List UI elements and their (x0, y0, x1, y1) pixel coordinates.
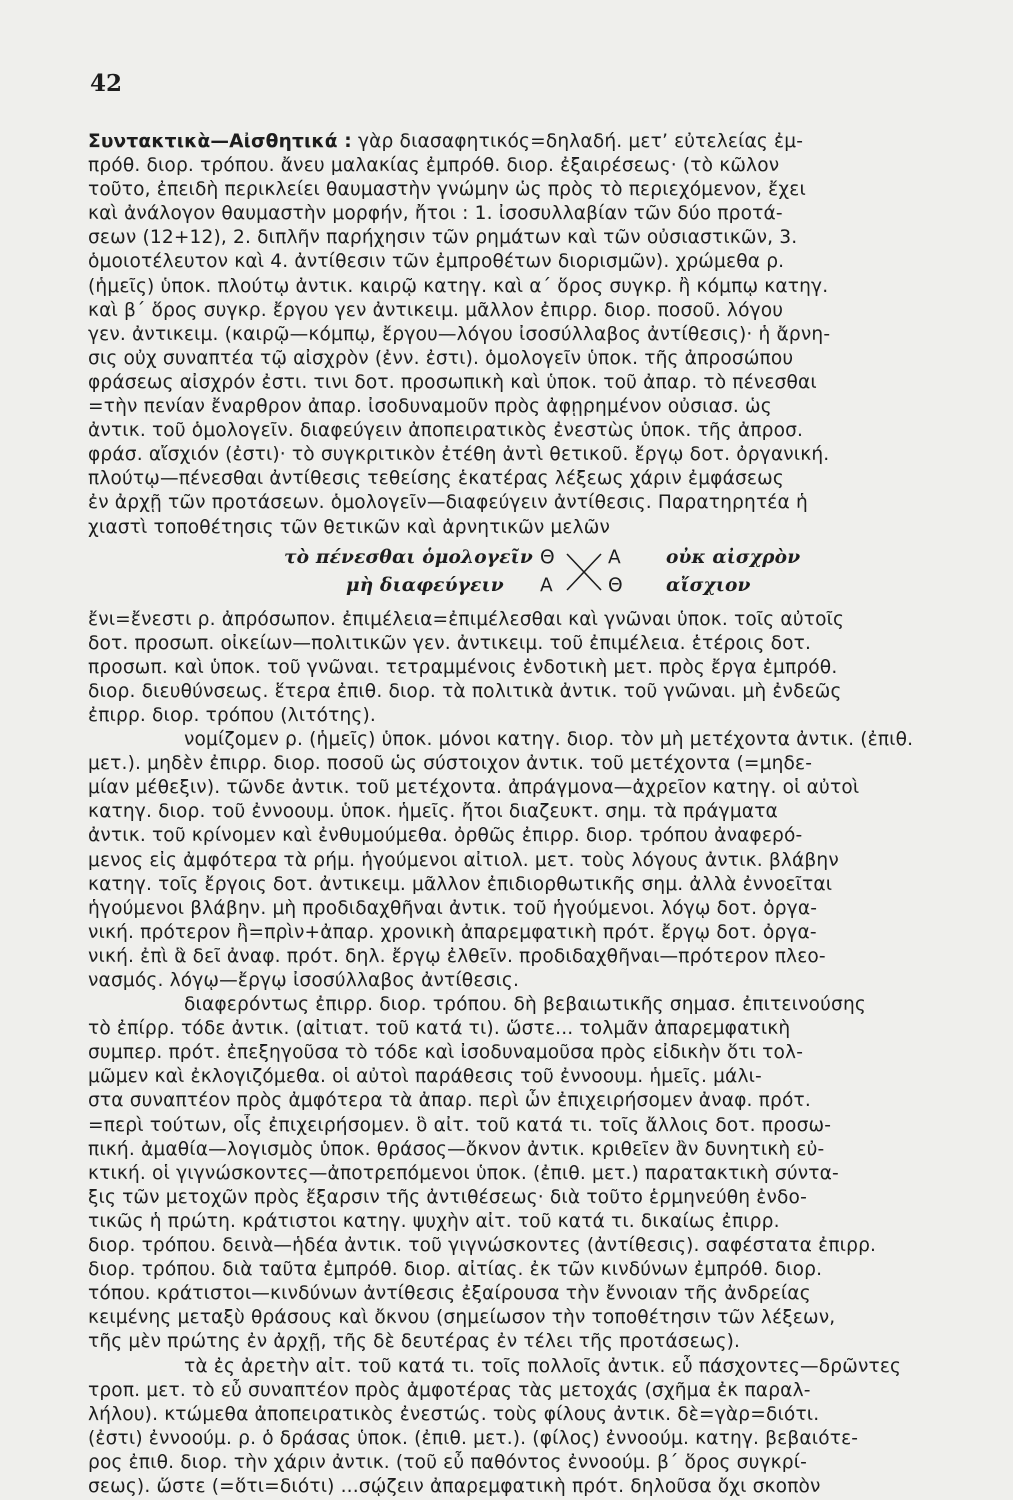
text-line: χιαστὶ τοποθέτησις τῶν θετικῶν καὶ ἀρνητικῶν μελῶν (88, 516, 611, 538)
text-line: στα συναπτέον πρὸς ἀμφότερα τὰ ἀπαρ. περὶ ὧν ἐπιχειρήσομεν ἀναφ. πρότ. (88, 1090, 811, 1112)
text-line: κατηγ. διορ. τοῦ ἐννοουμ. ὑποκ. ἡμεῖς. ἤτοι διαζευκτ. σημ. τὰ πράγματα (88, 801, 778, 823)
text-line: νομίζομεν ρ. (ἡμεῖς) ὑποκ. μόνοι κατηγ. διορ. τὸν μὴ μετέχοντα ἀντικ. (ἐπιθ. (184, 729, 914, 751)
text-line: καὶ β΄ ὅρος συγκρ. ἔργου γεν ἀντικειμ. μᾶλλον ἐπιρρ. διορ. ποσοῦ. λόγου (88, 299, 784, 321)
text-line: νική. πρότερον ἢ=πρὶν+ἀπαρ. χρονικὴ ἀπαρεμφατικὴ πρότ. ἔργῳ δοτ. ὀργα- (88, 921, 817, 943)
text-line: μετ.). μηδὲν ἐπιρρ. διορ. ποσοῦ ὡς σύστοιχον ἀντικ. τοῦ μετέχοντα (=μηδε- (88, 753, 813, 775)
text-line: ξις τῶν μετοχῶν πρὸς ἔξαρσιν τῆς ἀντιθέσεως· διὰ τοῦτο ἑρμηνεύθη ἐνδο- (88, 1186, 807, 1208)
text-line: γεν. ἀντικειμ. (καιρῷ—κόμπῳ, ἔργου—λόγου ἰσοσύλλαβος ἀντίθεσις)· ἡ ἄρνη- (88, 323, 831, 345)
text-line: τὰ ἐς ἀρετὴν αἰτ. τοῦ κατά τι. τοῖς πολλοῖς ἀντικ. εὖ πάσχοντες—δρῶντες (184, 1355, 902, 1377)
text-line-content: γὰρ διασαφητικός=δηλαδή. μετ’ εὐτελείας ἐμ- (357, 131, 804, 152)
text-line: καὶ ἀνάλογον θαυμαστὴν μορφήν, ἤτοι : 1. ἰσοσυλλαβίαν τῶν δύο προτά- (88, 203, 783, 225)
text-line: διορ. τρόπου. δεινὰ—ἡδέα ἀντικ. τοῦ γιγνώσκοντες (ἀντίθεσις). σαφέστατα ἐπιρρ. (88, 1235, 877, 1257)
text-line: φράσεως αἰσχρόν ἐστι. τινι δοτ. προσωπικὴ καὶ ὑποκ. τοῦ ἀπαρ. τὸ πένεσθαι (88, 371, 817, 393)
text-line: πλούτῳ—πένεσθαι ἀντίθεσις τεθείσης ἑκατέρας λέξεως χάριν ἐμφάσεως (88, 468, 784, 490)
text-line: ρος ἐπιθ. διορ. τὴν χάριν ἀντικ. (τοῦ εὖ παθόντος ἐννοούμ. β΄ ὅρος συγκρί- (88, 1451, 808, 1473)
section-heading: Συντακτικὰ—Αἰσθητικά : (88, 131, 352, 152)
text-line (88, 130, 970, 154)
text-line: κειμένης μεταξὺ θράσους καὶ ὄκνου (σημείωσον τὴν τοποθέτησιν τῶν λέξεων, (88, 1307, 836, 1329)
chiasmus-cross-placeholder (652, 548, 653, 549)
text-line: τοῦτο, ἐπειδὴ περικλείει θαυμαστὴν γνώμην ὡς πρὸς τὸ περιεχόμενον, ἔχει (88, 179, 806, 201)
text-line: (ἐστι) ἐννοούμ. ρ. ὁ δράσας ὑποκ. (ἐπιθ. μετ.). (φίλος) ἐννοούμ. κατηγ. βεβαιότε- (88, 1427, 859, 1449)
text-line: νική. ἐπὶ ἃ δεῖ ἀναφ. πρότ. δηλ. ἔργῳ ἐλθεῖν. προδιδαχθῆναι—πρότερον πλεο- (88, 945, 826, 967)
chiasmus-row2-sign: Α (540, 574, 553, 596)
text-line: (ἡμεῖς) ὑποκ. πλούτῳ ἀντικ. καιρῷ κατηγ. καὶ α΄ ὅρος συγκρ. ἢ κόμπῳ κατηγ. (88, 275, 829, 297)
text-line: διαφερόντως ἐπιρρ. διορ. τρόπου. δὴ βεβαιωτικῆς σημασ. ἐπιτεινούσης (184, 994, 866, 1016)
chiasmus-diagram (88, 542, 970, 602)
text-line: ἐν ἀρχῇ τῶν προτάσεων. ὁμολογεῖν—διαφεύγειν ἀντίθεσις. Παρατηρητέα ἡ (88, 492, 808, 514)
chiasmus-row1-left: τὸ πένεσθαι ὁμολογεῖν (284, 546, 533, 568)
text-line: ἐπιρρ. διορ. τρόπου (λιτότης). (88, 704, 376, 726)
text-line: ἀντικ. τοῦ ὁμολογεῖν. διαφεύγειν ἀποπειρατικὸς ἐνεστὼς ὑποκ. τῆς ἀπροσ. (88, 420, 804, 442)
text-line: προσωπ. καὶ ὑποκ. τοῦ γνῶναι. τετραμμένοις ἐνδοτικὴ μετ. πρὸς ἔργα ἐμπρόθ. (88, 656, 838, 678)
text-line: σεων (12+12), 2. διπλῆν παρήχησιν τῶν ρημάτων καὶ τῶν οὐσιαστικῶν, 3. (88, 227, 798, 249)
text-line: συμπερ. πρότ. ἐπεξηγοῦσα τὸ τόδε καὶ ἰσοδυναμοῦσα πρὸς εἰδικὴν ὅτι τολ- (88, 1042, 804, 1064)
commentary-text (88, 130, 970, 1499)
text-line: διορ. διευθύνσεως. ἕτερα ἐπιθ. διορ. τὰ πολιτικὰ ἀντικ. τοῦ γνῶναι. μὴ ἐνδεῶς (88, 680, 842, 702)
text-line: λήλου). κτώμεθα ἀποπειρατικὸς ἐνεστώς. τοὺς φίλους ἀντικ. δὲ=γὰρ=διότι. (88, 1403, 820, 1425)
text-line: =τὴν πενίαν ἔναρθρον ἀπαρ. ἰσοδυναμοῦν πρὸς ἀφῃρημένον οὐσιασ. ὡς (88, 396, 772, 418)
page-number: 42 (90, 70, 123, 97)
chiasmus-row2-left: μὴ διαφεύγειν (346, 574, 504, 596)
text-line: =περὶ τούτων, οἷς ἐπιχειρήσομεν. ὃ αἰτ. τοῦ κατά τι. τοῖς ἄλλοις δοτ. προσω- (88, 1114, 832, 1136)
text-line: δοτ. προσωπ. οἰκείων—πολιτικῶν γεν. ἀντικειμ. τοῦ ἐπιμέλεια. ἑτέροις δοτ. (88, 632, 812, 654)
text-line: πρόθ. διορ. τρόπου. ἄνευ μαλακίας ἐμπρόθ. διορ. ἐξαιρέσεως· (τὸ κῶλον (88, 155, 780, 177)
text-line: μενος εἰς ἀμφότερα τὰ ρήμ. ἡγούμενοι αἰτιολ. μετ. τοὺς λόγους ἀντικ. βλάβην (88, 849, 839, 871)
text-line: τικῶς ἡ πρώτη. κράτιστοι κατηγ. ψυχὴν αἰτ. τοῦ κατά τι. δικαίως ἐπιρρ. (88, 1210, 780, 1232)
text-line: πική. ἀμαθία—λογισμὸς ὑποκ. θράσος—ὄκνον ἀντικ. κριθεῖεν ἂν δυνητικὴ εὐ- (88, 1138, 825, 1160)
text-line: τόπου. κράτιστοι—κινδύνων ἀντίθεσις ἐξαίρουσα τὴν ἔννοιαν τῆς ἀνδρείας (88, 1283, 811, 1305)
text-line: φράσ. αἴσχιόν (ἐστι)· τὸ συγκριτικὸν ἐτέθη ἀντὶ θετικοῦ. ἔργῳ δοτ. ὀργανική. (88, 444, 830, 466)
text-line: μίαν μέθεξιν). τῶνδε ἀντικ. τοῦ μετέχοντα. ἀπράγμονα—ἀχρεῖον κατηγ. οἱ αὐτοὶ (88, 777, 860, 799)
text-line: κτική. οἱ γιγνώσκοντες—ἀποτρεπόμενοι ὑποκ. (ἐπιθ. μετ.) παρατακτικὴ σύντα- (88, 1162, 839, 1184)
chiasmus-row1-right: οὐκ αἰσχρὸν (666, 546, 801, 568)
text-line: ἀντικ. τοῦ κρίνομεν καὶ ἐνθυμούμεθα. ὀρθῶς ἐπιρρ. διορ. τρόπου ἀναφερό- (88, 825, 803, 847)
text-line: τροπ. μετ. τὸ εὖ συναπτέον πρὸς ἀμφοτέρας τὰς μετοχάς (σχῆμα ἐκ παραλ- (88, 1379, 811, 1401)
text-line: τῆς μὲν πρώτης ἐν ἀρχῇ, τῆς δὲ δευτέρας ἐν τέλει τῆς προτάσεως). (88, 1331, 741, 1353)
chiasmus-row1-sign: Θ (540, 546, 555, 568)
text-line: σις οὐχ συναπτέα τῷ αἰσχρὸν (ἐνν. ἐστι). ὁμολογεῖν ὑποκ. τῆς ἀπροσώπου (88, 347, 794, 369)
text-line: τὸ ἐπίρρ. τόδε ἀντικ. (αἰτιατ. τοῦ κατά τι). ὥστε... τολμᾶν ἀπαρεμφατικὴ (88, 1018, 791, 1040)
text-line: διορ. τρόπου. διὰ ταῦτα ἐμπρόθ. διορ. αἰτίας. ἐκ τῶν κινδύνων ἐμπρόθ. διορ. (88, 1259, 823, 1281)
chiasmus-row2-right-sign: Θ (608, 574, 623, 596)
text-line: μῶμεν καὶ ἐκλογιζόμεθα. οἱ αὐτοὶ παράθεσις τοῦ ἐννοουμ. ἡμεῖς. μάλι- (88, 1066, 762, 1088)
text-line: σεως). ὥστε (=ὅτι=διότι) ...σῴζειν ἀπαρεμφατικὴ πρότ. δηλοῦσα ὄχι σκοπὸν (88, 1475, 821, 1497)
text-line: κατηγ. τοῖς ἔργοις δοτ. ἀντικειμ. μᾶλλον ἐπιδιορθωτικῆς σημ. ἀλλὰ ἐννοεῖται (88, 873, 833, 895)
text-line: ἡγούμενοι βλάβην. μὴ προδιδαχθῆναι ἀντικ. τοῦ ἡγούμενοι. λόγῳ δοτ. ὀργα- (88, 897, 818, 919)
text-line: ὁμοιοτέλευτον καὶ 4. ἀντίθεσιν τῶν ἐμπροθέτων διορισμῶν). χρώμεθα ρ. (88, 251, 785, 273)
text-line: νασμός. λόγῳ—ἔργῳ ἰσοσύλλαβος ἀντίθεσις. (88, 970, 520, 991)
chiasmus-row1-right-sign: Α (608, 546, 621, 568)
chiasmus-cross-icon (564, 550, 604, 594)
text-line: ἔνι=ἔνεστι ρ. ἀπρόσωπον. ἐπιμέλεια=ἐπιμέλεσθαι καὶ γνῶναι ὑποκ. τοῖς αὐτοῖς (88, 608, 845, 630)
chiasmus-row2-right: αἴσχιον (666, 574, 751, 596)
